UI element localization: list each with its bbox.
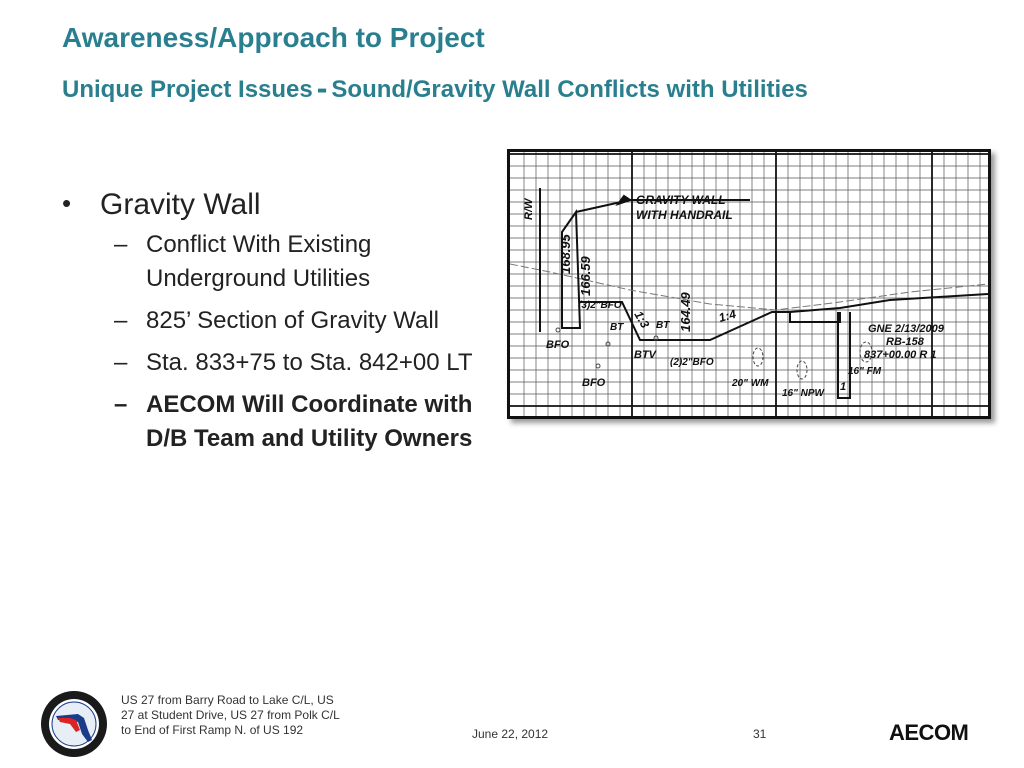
aecom-logo: AECOM (889, 720, 969, 745)
utility-circles (556, 328, 872, 379)
dash-marker: – (114, 349, 128, 376)
footer-date: June 22, 2012 (472, 727, 549, 741)
label-elev-1: 168.95 (558, 234, 573, 274)
label-gravity-wall: GRAVITY WALL (636, 193, 726, 207)
label-bfo-2: BFO (582, 377, 606, 389)
page-subtitle (62, 70, 808, 107)
bullet-list (62, 188, 502, 464)
sub-bullet (62, 228, 502, 296)
dash-marker: – (114, 391, 128, 418)
label-bt-1: BT (610, 322, 624, 333)
page-number: 31 (753, 727, 767, 741)
sub-bullet-text: AECOM Will Coordinate with D/B Team and Utility Owners (146, 391, 473, 452)
label-with-handrail: WITH HANDRAIL (636, 208, 733, 222)
sub-bullet (62, 346, 502, 380)
label-fm: 16" FM (848, 366, 882, 377)
subtitle-right: Sound/Gravity Wall Conflicts with Utilities (331, 76, 808, 103)
subtitle-dash: - (316, 70, 328, 106)
label-slope-2: 1:4 (717, 306, 738, 325)
label-bfo-32: (3)2"BFO (578, 300, 622, 311)
sub-bullet-bold (62, 388, 502, 456)
label-station: 837+00.00 R 1 (864, 349, 937, 361)
label-bfo-1: BFO (546, 339, 570, 351)
fdot-seal-icon (40, 690, 108, 758)
label-elev-3: 164.49 (678, 292, 693, 332)
footer-project-text: US 27 from Barry Road to Lake C/L, US 27 at Student Drive, US 27 from Polk C/L to End of First Ramp N. of US 192 (121, 693, 340, 737)
sub-bullet (62, 304, 502, 338)
label-npw: 16" NPW (782, 388, 824, 399)
dash-marker: – (114, 307, 128, 334)
label-rw: R/W (523, 198, 535, 220)
sub-bullet-text: 825’ Section of Gravity Wall (146, 307, 440, 334)
subtitle-left: Unique Project Issues (62, 76, 313, 103)
label-btv: BTV (634, 349, 656, 361)
label-elev-2: 166.59 (578, 256, 593, 296)
sub-bullet-text: Sta. 833+75 to Sta. 842+00 LT (146, 349, 473, 376)
label-bt-2: BT (656, 320, 670, 331)
label-bfo-22: (2)2"BFO (670, 357, 714, 368)
dash-marker: – (114, 231, 128, 258)
page-title: Awareness/Approach to Project (62, 22, 485, 53)
label-one: 1 (840, 381, 847, 393)
label-wm: 20" WM (732, 378, 769, 389)
main-bullet: • Gravity Wall (62, 188, 502, 222)
drawing-svg (510, 152, 988, 416)
engineering-drawing (507, 149, 991, 419)
label-gne: GNE 2/13/2009 (868, 323, 944, 335)
label-slope-1: 1:3 (631, 308, 653, 331)
label-rb: RB-158 (886, 336, 924, 348)
sub-bullet-text: Conflict With Existing Underground Utilities (146, 231, 372, 292)
